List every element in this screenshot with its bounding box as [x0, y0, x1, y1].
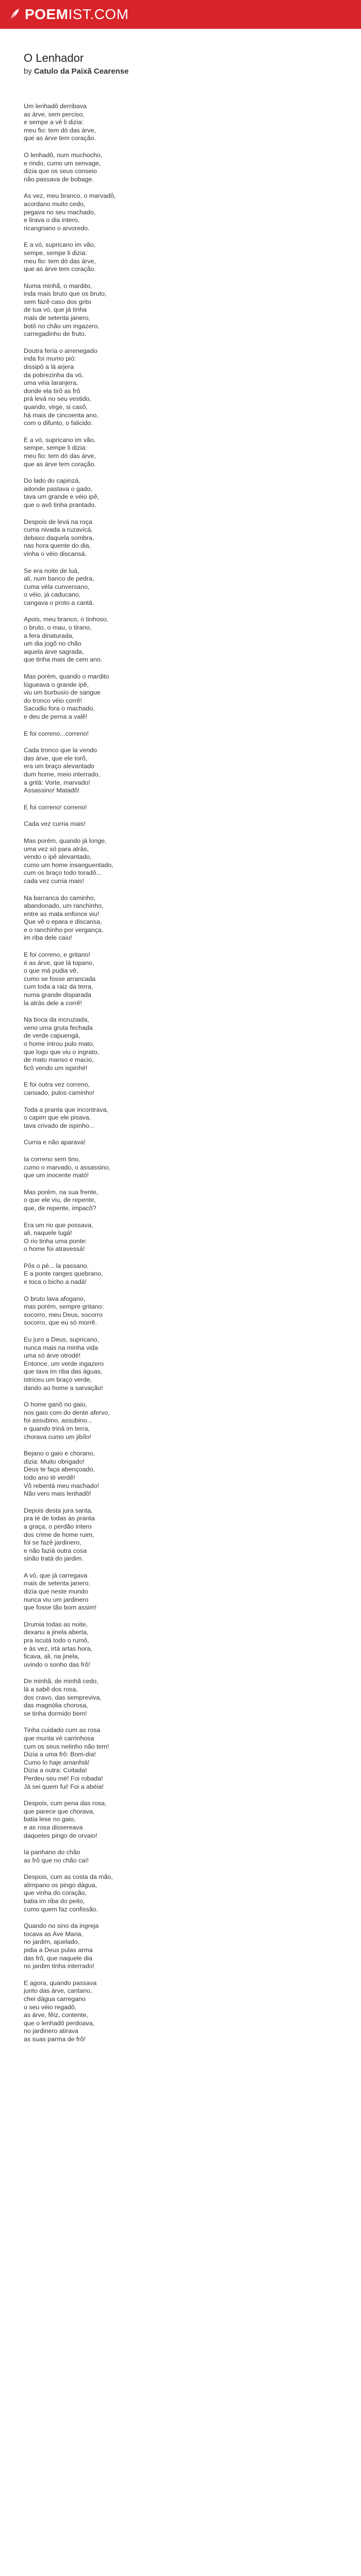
poem-stanza [24, 103, 338, 143]
poem-line: E a vó, supricano im vão, [24, 436, 96, 444]
poem-line: é as árve, que lá topano, [24, 959, 94, 967]
poem-line: e quando triná im terra, [24, 1425, 90, 1432]
poem-line: era um braço alevantado [24, 762, 95, 770]
poem-line: no jardim, ajuelado, [24, 1938, 80, 1946]
poem-line: daquetes pingo de orvaio! [24, 1832, 97, 1839]
poem-line: sempe, sempe li dizia: [24, 444, 87, 452]
poem-line: ficava, ali, na jinela, [24, 1653, 80, 1660]
poem-line: que fosse tão bom assim! [24, 1604, 97, 1612]
poem-line: no jardinero atirava [24, 2027, 79, 2035]
poem-line: cumo um home insanguentado, [24, 861, 113, 869]
poem-line: Bejano o gaio e chorano, [24, 1450, 95, 1458]
poem-line: Que vê o epara e discansa, [24, 918, 102, 926]
poem-stanza [24, 1401, 338, 1441]
poem-stanza [24, 1106, 338, 1130]
poem-line: Dizia a uma frô: Bom-dia! [24, 1751, 96, 1758]
poem-line: A vó, que já carregava [24, 1571, 88, 1579]
poem-line: de tua vó, que já tinha [24, 306, 87, 314]
poem-line: Dizia a outra: Coitada! [24, 1767, 87, 1774]
poem-line: que o avô tinha prantado. [24, 501, 96, 509]
poem-line: Sacudiu fora o machado, [24, 705, 95, 713]
poem-line: veno uma gruta fechada [24, 1024, 93, 1031]
poem-line: que as árve tem coração. [24, 265, 96, 273]
poem-line: há mais de cincoenta ano, [24, 411, 99, 419]
poem-stanza [24, 1849, 338, 1865]
poem-line: o que má pudia vê, [24, 967, 78, 975]
poem-line: abandonado, um ranchinho, [24, 902, 104, 910]
poem-stanza [24, 1677, 338, 1718]
poem-line: ali, naquele lugá! [24, 1229, 72, 1237]
poem-line: chei dágua carregano [24, 1995, 86, 2003]
poem-line: Não vero mais lenhadô! [24, 1490, 91, 1498]
poem-line: Mas porém, quando o mardito [24, 673, 109, 681]
poem-line: e lirava o dia intero, [24, 216, 80, 224]
poem-line: Ia panhano do chão [24, 1849, 80, 1856]
poem-line: de verde capuengá, [24, 1032, 80, 1040]
poem-line: pegava no seu machado, [24, 208, 96, 216]
poem-line: dissipô a lá arjera [24, 363, 74, 371]
poem-line: a gritá: Vorte, marvado! [24, 778, 90, 786]
poem-line: e o ranchinho por vergança, [24, 926, 104, 934]
logo-secondary: IST.COM [68, 6, 129, 22]
poem-line: dos crime de home ruim, [24, 1531, 94, 1538]
poem-stanza [24, 241, 338, 273]
poem-line: Vô rebentá meu machado! [24, 1482, 100, 1489]
poem-line: o bruto, o mau, o tirano, [24, 624, 92, 632]
poem-line: das árve, que ele torô, [24, 754, 88, 762]
poem-stanza [24, 1189, 338, 1213]
poem-line: As vez, meu branco, o marvadô, [24, 192, 116, 200]
poem-line: das magnólia chorosa, [24, 1702, 88, 1709]
poem-line: o que ele viu, de repente, [24, 1196, 96, 1204]
poem-line: meu fio: tem dó das árve, [24, 452, 96, 460]
poem-line: e rindo, cumo um senvage, [24, 159, 101, 167]
poem-line: E agora, quando passava [24, 1979, 97, 1987]
poem-stanza [24, 747, 338, 795]
poem-line: do tronco véio corrê! [24, 697, 82, 704]
poem-line: Perdeu seu mé! Foi robada! [24, 1774, 103, 1782]
poem-line: se tinha dormido bem! [24, 1709, 87, 1717]
poem-line: O bruto lava afogano, [24, 1295, 86, 1302]
poem-line: mas porém, sempre gritano: [24, 1303, 104, 1311]
poem-stanza [24, 1016, 338, 1072]
poem-stanza [24, 673, 338, 721]
poem-line: e às vez, irtá artas hora, [24, 1645, 92, 1652]
poem-line: De minhã, de minhã cedo, [24, 1677, 99, 1685]
poem-line: Pôs o pé... la passano. [24, 1262, 89, 1269]
poem-line: cansado, pulos caminho! [24, 1089, 95, 1096]
poem-line: E a ponte ranges quebrano, [24, 1270, 103, 1278]
poem-stanza [24, 730, 338, 738]
poem-line: viu um burbusio de sangue [24, 689, 101, 697]
poem-stanza [24, 1507, 338, 1563]
poem-stanza [24, 477, 338, 509]
poem-line: foi se fazê jardinero, [24, 1539, 81, 1547]
poem-stanza [24, 1621, 338, 1669]
poem-line: ricangriano o arvoredo. [24, 224, 90, 232]
poem-line: inda mais bruto que os bruto, [24, 290, 107, 298]
poem-line: Drumia todas as noite, [24, 1620, 88, 1628]
poem-stanza [24, 1262, 338, 1286]
poem-line: que logo que viu o ingrato, [24, 1048, 100, 1056]
poem-line: pra iscutá todo o rumô, [24, 1637, 89, 1645]
poem-line: cumo quem faz confissão. [24, 1905, 98, 1913]
poem-line: a graça, o perdão intero [24, 1522, 92, 1530]
poem-line: que as árve tem coração. [24, 134, 96, 142]
poem-line: E foi correno...correno! [24, 730, 89, 737]
poem-line: cum os braço todo toradô... [24, 869, 102, 877]
poem-line: numa grande disparada [24, 991, 91, 999]
poem-stanza [24, 436, 338, 468]
poem-line: a fera dinaturada, [24, 632, 74, 639]
poem-line: vendo o ipê alevantado, [24, 853, 92, 861]
poem-line: Eu juro a Deus, supricano, [24, 1336, 100, 1344]
byline-prefix: by [24, 67, 32, 76]
poem-line: inda foi mumo pió: [24, 355, 76, 363]
poem-line: Se era noite de luá, [24, 567, 79, 574]
poem-line: junto das árve, cantano, [24, 1987, 92, 1995]
poem-line: E foi correno! correno! [24, 803, 87, 811]
poem-line: Na barranca do caminho, [24, 894, 96, 902]
poem-stanza [24, 518, 338, 558]
poem-line: acordano muito cedo, [24, 200, 86, 208]
poem-line: Doutra fería o arrenegado [24, 347, 97, 354]
poem-stanza [24, 1156, 338, 1180]
poem-line: um dia jogô no chão [24, 640, 81, 648]
poem-stanza [24, 804, 338, 812]
poem-stanza [24, 894, 338, 943]
poem-line: das frô, que naquele dia [24, 1954, 92, 1962]
poem-line: E a vó, supricano im vão, [24, 241, 96, 249]
poem-line: Mas porém, na sua frente, [24, 1188, 99, 1196]
poem-stanza [24, 192, 338, 232]
poem-line: que um inocente mató! [24, 1172, 89, 1179]
poem-stanza [24, 1979, 338, 2044]
poem-line: o home foi atravessá! [24, 1245, 85, 1253]
poem-line: aquela árve sagrada, [24, 648, 84, 655]
poem-line: dexanu a jinela aberta, [24, 1629, 89, 1636]
poem-line: vinha o véio discansá. [24, 550, 87, 557]
poem-line: sempe, sempe li dizia: [24, 249, 87, 257]
poem-line: Era um rio que possava, [24, 1221, 93, 1229]
poem-line: foi assubino, assubino... [24, 1417, 92, 1425]
poem-line: Tinha cuidado cum as rosa [24, 1726, 101, 1734]
poem-line: mais de setenta janero, [24, 314, 90, 322]
poem-stanza [24, 567, 338, 607]
poem-line: Assassino! Matadô! [24, 787, 80, 794]
poem-stanza [24, 951, 338, 1007]
poem-line: o véio, já caducano, [24, 591, 81, 599]
poem-line: lúgueava o grande ipê, [24, 681, 89, 688]
poem-line: o capim que ele pisava, [24, 1114, 91, 1122]
poem-line: dos cravo, das sempreviva, [24, 1693, 102, 1701]
poem-line: uma véia laranjera, [24, 379, 78, 387]
poem-line: tava crivado de ispinho... [24, 1122, 95, 1129]
poem-line: ficô vendo um ispinhé! [24, 1064, 88, 1072]
poem-line: tocava as Ave Maria, [24, 1930, 83, 1938]
author-link[interactable]: Catulo da Paixã Cearense [34, 67, 129, 76]
poem-stanza [24, 820, 338, 828]
poem-line: pra té de todas as pranta [24, 1515, 95, 1522]
poem-line: batia im riba do peito, [24, 1897, 85, 1905]
poem-line: as árve, fêiz, contente, [24, 2011, 88, 2019]
poem-stanza [24, 1295, 338, 1327]
poem-stanza [24, 1726, 338, 1791]
poem-line: socorro, que eu só morrê. [24, 1319, 97, 1327]
poem-line: E foi correno, e gritano! [24, 951, 90, 959]
poem-line: chorava cumo um jibílo! [24, 1433, 91, 1440]
poem-line: que o lenhadô perdoava, [24, 2019, 95, 2027]
poem-line: sem fazê caso dos grito [24, 298, 91, 306]
poem-stanza [24, 151, 338, 183]
poem-line: cuma véla cunversano, [24, 583, 90, 590]
site-logo[interactable] [8, 6, 129, 23]
poem-line: Cumo lo haje amanhiá! [24, 1758, 90, 1766]
poem-byline [24, 67, 338, 76]
poem-line: uma vez só para atrás, [24, 845, 89, 853]
poem-line: socorro, meu Deus, socorro [24, 1311, 103, 1318]
poem-line: nas hora quente do dia, [24, 542, 91, 550]
poem-line: Depois desta jura santa, [24, 1506, 93, 1514]
poem-line: Na boca da incruziada, [24, 1016, 89, 1024]
poem-stanza [24, 1572, 338, 1612]
poem-line: quando, virge, si casô, [24, 403, 88, 411]
poem-line: nos gaio com do dente afervo, [24, 1409, 110, 1416]
poem-line: debaxo daquela sombra, [24, 534, 94, 541]
poem-container [24, 52, 338, 2053]
poem-title: O Lenhador [24, 52, 84, 64]
poem-line: botô no chão um ingazero, [24, 322, 100, 330]
poem-line: que as árve tem coração. [24, 460, 96, 468]
poem-stanza [24, 1081, 338, 1097]
poem-line: entre as mata enfonce viu! [24, 910, 100, 918]
poem-line: meu fio: tem dó das árve, [24, 257, 96, 265]
poem-line: Cada tronco que la vendo [24, 747, 97, 754]
poem-stanza [24, 1139, 338, 1147]
poem-line: cum os seus netinho não tem! [24, 1742, 109, 1750]
site-header [0, 0, 361, 29]
poem-line: adonde pastava o gado, [24, 485, 92, 493]
poem-line: meu fio: tem dó das árve, [24, 126, 96, 134]
poem-line: batia lese no gaio, [24, 1816, 76, 1823]
poem-line: que parece que chorava, [24, 1807, 95, 1815]
poem-line: nunca viu um jardinero [24, 1596, 89, 1603]
poem-line: mais de setenta janero, [24, 1580, 90, 1587]
poem-line: Entonce, um verde ingazero [24, 1360, 104, 1367]
poem-line: donde ela tirô as frô [24, 387, 80, 395]
poem-line: istriceu um braço verde, [24, 1376, 92, 1383]
poem-line: Um lenhadô derribava [24, 103, 87, 110]
poem-line: Apois, meu branco, o tinhoso, [24, 616, 108, 623]
poem-line: lá a sabê dos rosa, [24, 1686, 78, 1693]
poem-line: tava um grande e véio ipê, [24, 493, 100, 501]
poem-line: O rio tinha uma ponte: [24, 1237, 87, 1245]
poem-line: da pobrezinha da vó, [24, 371, 84, 379]
poem-line: que munta vé carrinhosa [24, 1734, 94, 1742]
poem-stanza [24, 1873, 338, 1913]
poem-line: cangava o proto a cantá. [24, 599, 94, 606]
poem-stanza [24, 616, 338, 664]
poem-line: dando ao home a sarvação! [24, 1384, 103, 1392]
poem-line: que tava im riba das águas, [24, 1368, 103, 1376]
poem-line: E foi outra vez correno, [24, 1081, 90, 1089]
poem-line: com o difunto, o falicido. [24, 419, 93, 427]
poem-line: as frô que no chão caí! [24, 1856, 89, 1864]
poem-line: pidia a Deus pulas arma [24, 1946, 93, 1954]
poem-line: sinão tratá do jardim. [24, 1555, 84, 1563]
poem-line: as árve, sem perciso, [24, 110, 85, 118]
quill-icon [8, 8, 21, 21]
poem-line: alimpano os pingo dágua, [24, 1881, 97, 1889]
poem-stanza [24, 1922, 338, 1971]
poem-line: uvindo o sonho das frô! [24, 1660, 90, 1668]
poem-line: Cada vez curria mais! [24, 820, 86, 828]
poem-line: no jardim tinha interrado! [24, 1962, 95, 1970]
poem-line: la atrás dele a corrê! [24, 999, 82, 1007]
poem-line: nunca mais na minha vida [24, 1344, 98, 1351]
poem-line: cada vez curria mais! [24, 877, 85, 885]
poem-line: Despois de levá na roça [24, 518, 92, 526]
poem-line: Curria e não aparava! [24, 1139, 86, 1146]
poem-stanza [24, 282, 338, 338]
poem-line: que vinha do coração, [24, 1889, 87, 1897]
poem-line: cum toda a raiz da terra, [24, 983, 93, 991]
poem-line: o seu véio regadô, [24, 2003, 76, 2011]
poem-line: Quando no sino da ingreja [24, 1922, 99, 1930]
poem-line: Despois, cum pena das rosa, [24, 1800, 107, 1807]
poem-line: que tinha mais de cem ano. [24, 656, 103, 664]
poem-line: de mato manso e macio, [24, 1056, 94, 1064]
poem-line: im riba dele caiu! [24, 934, 72, 942]
poem-line: O home ganô no gaio, [24, 1401, 87, 1409]
poem-stanza [24, 1800, 338, 1840]
poem-line: Já sei quem fui! Foi a abéia! [24, 1783, 104, 1790]
logo-primary: POEM [25, 6, 69, 22]
poem-line: ali, num banco de pedra, [24, 575, 94, 583]
poem-line: Ia correno sem tino, [24, 1155, 80, 1163]
poem-line: Numa minhã, o mardito, [24, 282, 92, 290]
poem-line: todo ano té verdê! [24, 1473, 75, 1481]
poem-line: e deu de perna a valê! [24, 713, 88, 720]
poem-stanza [24, 347, 338, 428]
poem-stanza [24, 837, 338, 886]
poem-line: dum home, meio interrado, [24, 770, 101, 778]
poem-line: dizia que neste mundo [24, 1588, 88, 1596]
poem-stanza [24, 1336, 338, 1392]
poem-body [24, 103, 338, 2044]
poem-line: não passava de bobage. [24, 175, 94, 183]
poem-line: dizia que os seus conseio [24, 167, 97, 175]
poem-line: e sempe a vé li dizia: [24, 118, 84, 126]
poem-line: cumo o marvado, o assassino, [24, 1163, 111, 1171]
poem-line: as suas parma de frô! [24, 2035, 86, 2043]
poem-line: cuma nivada a ruzavicá, [24, 526, 93, 534]
poem-line: Despois, cum as costa da mão, [24, 1873, 113, 1881]
poem-line: uma só árve otrodé! [24, 1352, 81, 1360]
poem-line: e as rosa dissereava [24, 1823, 83, 1831]
poem-line: que, de repente, impacô? [24, 1204, 96, 1212]
poem-stanza [24, 1450, 338, 1498]
site-logo-text [25, 6, 129, 23]
poem-line: Do lado do capinzá, [24, 477, 80, 485]
poem-line: e toca o bicho a nadá! [24, 1278, 87, 1286]
poem-line: o home introu pulo mato, [24, 1040, 95, 1047]
poem-line: cumo se fosse arrancada [24, 975, 96, 982]
poem-line: carregadinho de fruto. [24, 330, 87, 338]
poem-line: Mas porém, quando já longe, [24, 837, 107, 844]
poem-line: Deus te faça abençoado, [24, 1466, 95, 1473]
poem-line: prá levá no seu vestido, [24, 395, 91, 403]
poem-stanza [24, 1222, 338, 1253]
poem-line: dizia: Muito obrigado! [24, 1458, 85, 1465]
poem-line: Toda a pranta que incontrava, [24, 1106, 108, 1113]
poem-line: O lenhadô, num muchocho, [24, 151, 103, 159]
poem-line: e não faziá outra cosa [24, 1547, 87, 1554]
